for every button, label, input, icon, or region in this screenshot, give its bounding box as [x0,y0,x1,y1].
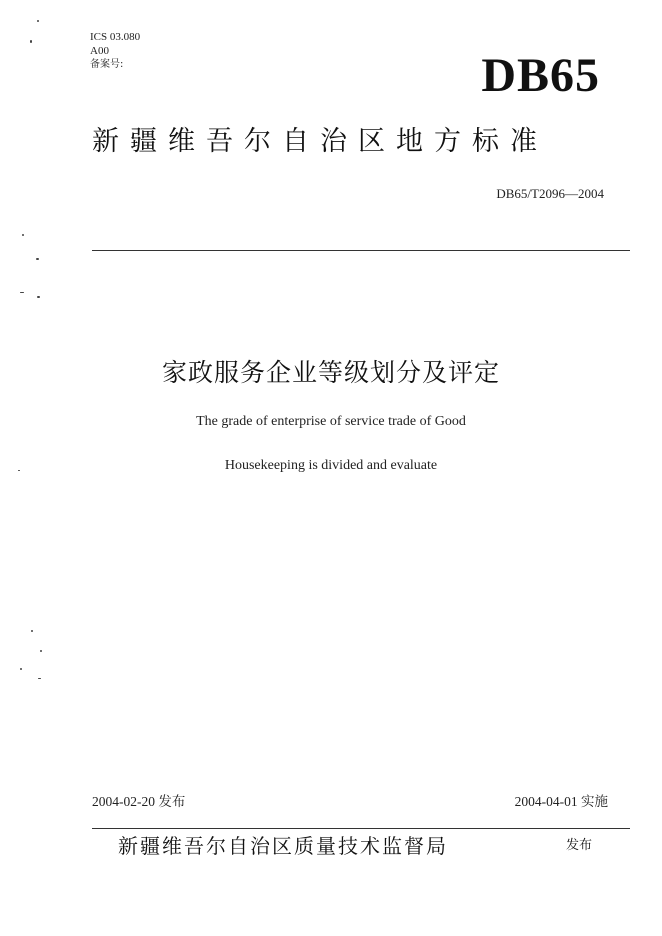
bottom-divider [92,828,630,829]
classification-code: A00 [90,45,109,57]
scan-speck [40,650,42,652]
document-title-english-line-2: Housekeeping is divided and evaluate [224,458,438,473]
implementation-date: 2004-04-01 实施 [514,794,608,809]
standard-code-logo: DB65 [481,49,600,102]
document-title-english-line-1: The grade of enterprise of service trade of Good [196,414,466,429]
issuing-authority: 新疆维吾尔自治区质量技术监督局 [118,834,448,858]
issuer-action-label: 发布 [566,838,593,853]
scan-speck [20,292,24,293]
scan-speck [38,678,41,679]
standard-type-heading: 新疆维吾尔自治区地方标准 [92,126,548,157]
scan-speck [37,296,40,298]
publish-date: 2004-02-20 发布 [92,794,186,809]
scan-speck [18,470,20,471]
standard-number: DB65/T2096—2004 [496,186,604,201]
scan-speck [37,20,39,22]
scan-speck [30,40,32,43]
document-title-chinese: 家政服务企业等级划分及评定 [161,358,500,387]
scan-speck [31,630,33,632]
scan-speck [36,258,39,260]
top-divider [92,250,630,251]
ics-number: ICS 03.080 [90,31,141,43]
record-number-label: 备案号: [90,59,124,70]
scan-speck [20,668,22,670]
scan-speck [22,234,24,236]
